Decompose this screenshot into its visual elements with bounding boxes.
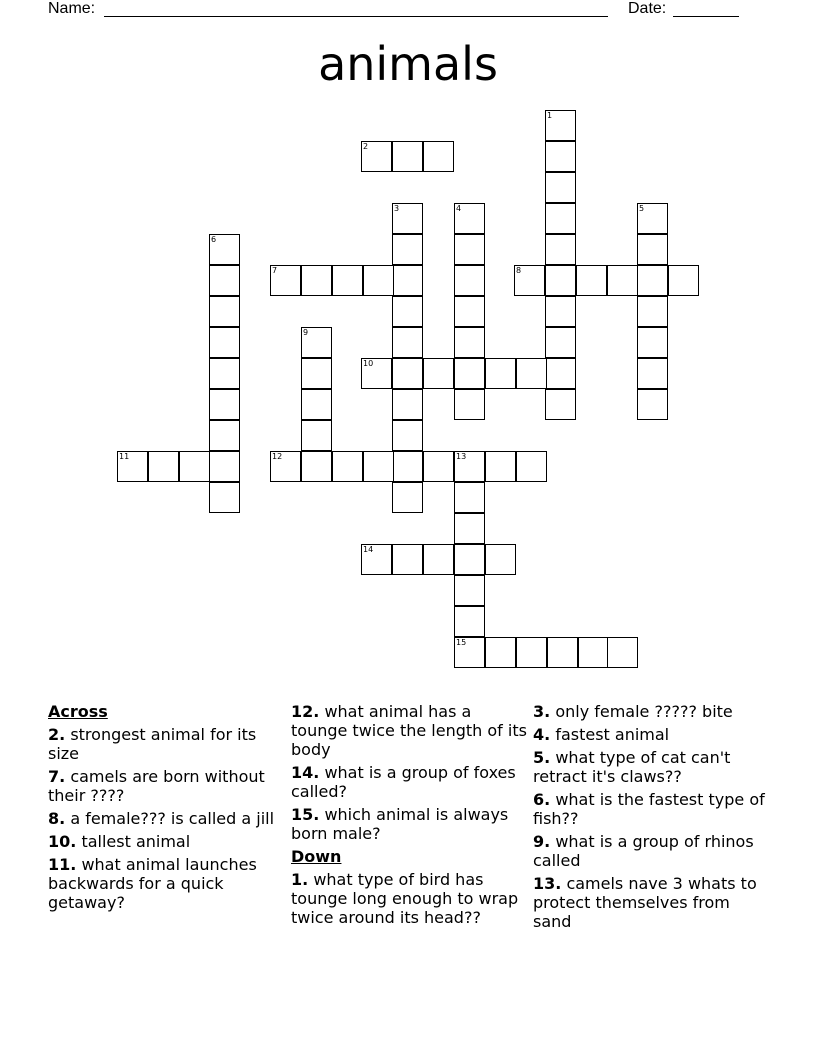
crossword-cell[interactable] — [209, 420, 240, 451]
crossword-cell[interactable] — [545, 265, 576, 296]
down-clue: 4. fastest animal — [533, 725, 670, 744]
crossword-cell[interactable] — [332, 265, 363, 296]
crossword-cell[interactable] — [423, 544, 454, 575]
crossword-cell[interactable] — [545, 203, 576, 234]
crossword-cell[interactable] — [301, 265, 332, 296]
crossword-cell[interactable] — [454, 606, 485, 637]
down-clue: 9. what is a group of rhinos called — [533, 832, 754, 870]
crossword-cell[interactable] — [392, 265, 423, 296]
across-heading: Across — [48, 702, 108, 721]
crossword-cell[interactable] — [363, 265, 394, 296]
clues-column-1 — [48, 702, 284, 916]
crossword-cell[interactable] — [637, 296, 668, 327]
crossword-cell[interactable] — [576, 265, 607, 296]
crossword-cell[interactable] — [363, 451, 394, 482]
down-clue: 13. camels nave 3 whats to protect themselves from sand — [533, 874, 757, 931]
crossword-cell[interactable] — [514, 265, 545, 296]
crossword-cell[interactable] — [270, 265, 301, 296]
date-label: Date: — [628, 0, 667, 17]
crossword-cell[interactable] — [454, 234, 485, 265]
crossword-cell[interactable] — [637, 265, 668, 296]
clue-number: 15 — [456, 638, 467, 647]
crossword-cell[interactable] — [545, 358, 576, 389]
crossword-cell[interactable] — [637, 358, 668, 389]
clue-number: 7 — [272, 266, 278, 275]
crossword-cell[interactable] — [485, 358, 516, 389]
crossword-cell[interactable] — [547, 637, 578, 668]
crossword-cell[interactable] — [209, 265, 240, 296]
crossword-cell[interactable] — [392, 203, 423, 234]
clue-number: 4 — [456, 204, 462, 213]
crossword-cell[interactable] — [209, 482, 240, 513]
crossword-cell[interactable] — [392, 451, 423, 482]
crossword-cell[interactable] — [332, 451, 363, 482]
crossword-cell[interactable] — [545, 389, 576, 420]
crossword-cell[interactable] — [392, 296, 423, 327]
crossword-cell[interactable] — [392, 327, 423, 358]
crossword-cell[interactable] — [148, 451, 179, 482]
crossword-cell[interactable] — [454, 358, 485, 389]
crossword-cell[interactable] — [209, 296, 240, 327]
crossword-cell[interactable] — [361, 358, 392, 389]
crossword-cell[interactable] — [209, 358, 240, 389]
across-clue: 8. a female??? is called a jill — [48, 809, 275, 828]
crossword-cell[interactable] — [301, 389, 332, 420]
crossword-cell[interactable] — [516, 637, 547, 668]
crossword-cell[interactable] — [545, 234, 576, 265]
crossword-cell[interactable] — [607, 637, 638, 668]
crossword-cell[interactable] — [454, 637, 485, 668]
crossword-cell[interactable] — [607, 265, 638, 296]
crossword-cell[interactable] — [392, 420, 423, 451]
clue-number: 9 — [303, 328, 309, 337]
crossword-cell[interactable] — [454, 203, 485, 234]
crossword-cell[interactable] — [516, 358, 547, 389]
crossword-cell[interactable] — [637, 203, 668, 234]
clue-number: 13 — [456, 452, 467, 461]
crossword-cell[interactable] — [179, 451, 210, 482]
name-label: Name: — [48, 0, 96, 17]
crossword-cell[interactable] — [392, 141, 423, 172]
crossword-cell[interactable] — [454, 482, 485, 513]
crossword-cell[interactable] — [545, 110, 576, 141]
crossword-cell[interactable] — [361, 544, 392, 575]
crossword-cell[interactable] — [545, 296, 576, 327]
clue-number: 14 — [363, 545, 374, 554]
across-clue: 11. what animal launches backwards for a quick getaway? — [48, 855, 257, 912]
page-title: animals — [318, 37, 498, 91]
crossword-cell[interactable] — [209, 327, 240, 358]
across-clue: 7. camels are born without their ???? — [48, 767, 265, 805]
crossword-cell[interactable] — [485, 451, 516, 482]
across-clue: 15. which animal is always born male? — [291, 805, 509, 843]
crossword-cell[interactable] — [392, 358, 423, 389]
clue-number: 8 — [516, 266, 522, 275]
crossword-cell[interactable] — [392, 482, 423, 513]
crossword-cell[interactable] — [637, 234, 668, 265]
down-clue: 1. what type of bird has tounge long enough to wrap twice around its head?? — [291, 870, 519, 927]
across-clue: 14. what is a group of foxes called? — [291, 763, 516, 801]
across-clue: 10. tallest animal — [48, 832, 191, 851]
crossword-cell[interactable] — [637, 327, 668, 358]
crossword-cell[interactable] — [668, 265, 699, 296]
crossword-cell[interactable] — [454, 296, 485, 327]
crossword-cell[interactable] — [516, 451, 547, 482]
crossword-cell[interactable] — [454, 544, 485, 575]
clue-number: 12 — [272, 452, 283, 461]
clue-number: 10 — [363, 359, 374, 368]
crossword-cell[interactable] — [209, 451, 240, 482]
down-clue: 5. what type of cat can't retract it's claws?? — [533, 748, 731, 786]
crossword-cell[interactable] — [301, 358, 332, 389]
crossword-cell[interactable] — [423, 141, 454, 172]
clue-number: 3 — [394, 204, 400, 213]
crossword-cell[interactable] — [545, 327, 576, 358]
crossword-cell[interactable] — [423, 451, 454, 482]
crossword-cell[interactable] — [454, 265, 485, 296]
down-clue: 3. only female ????? bite — [533, 702, 733, 721]
crossword-cell[interactable] — [423, 358, 454, 389]
crossword-cell[interactable] — [117, 451, 148, 482]
crossword-cell[interactable] — [545, 172, 576, 203]
crossword-cell[interactable] — [209, 234, 240, 265]
crossword-cell[interactable] — [578, 637, 609, 668]
crossword-cell[interactable] — [454, 513, 485, 544]
crossword-cell[interactable] — [392, 389, 423, 420]
crossword-cell[interactable] — [454, 575, 485, 606]
clues-column-2 — [291, 702, 527, 931]
clue-number: 5 — [639, 204, 645, 213]
crossword-cell[interactable] — [485, 637, 516, 668]
clue-number: 11 — [119, 452, 130, 461]
crossword-cell[interactable] — [301, 327, 332, 358]
crossword-cell[interactable] — [270, 451, 301, 482]
crossword-cell[interactable] — [545, 141, 576, 172]
clues-column-3 — [533, 702, 769, 935]
down-clue: 6. what is the fastest type of fish?? — [533, 790, 765, 828]
clue-number: 2 — [363, 142, 369, 151]
crossword-cell[interactable] — [454, 327, 485, 358]
crossword-cell[interactable] — [392, 234, 423, 265]
down-heading: Down — [291, 847, 342, 866]
clue-number: 6 — [211, 235, 217, 244]
crossword-cell[interactable] — [454, 389, 485, 420]
crossword-cell[interactable] — [301, 420, 332, 451]
across-clue: 12. what animal has a tounge twice the length of its body — [291, 702, 527, 759]
crossword-cell[interactable] — [301, 451, 332, 482]
crossword-cell[interactable] — [485, 544, 516, 575]
crossword-cell[interactable] — [361, 141, 392, 172]
crossword-cell[interactable] — [209, 389, 240, 420]
crossword-cell[interactable] — [392, 544, 423, 575]
clue-number: 1 — [547, 111, 553, 120]
across-clue: 2. strongest animal for its size — [48, 725, 257, 763]
crossword-cell[interactable] — [637, 389, 668, 420]
crossword-cell[interactable] — [454, 451, 485, 482]
